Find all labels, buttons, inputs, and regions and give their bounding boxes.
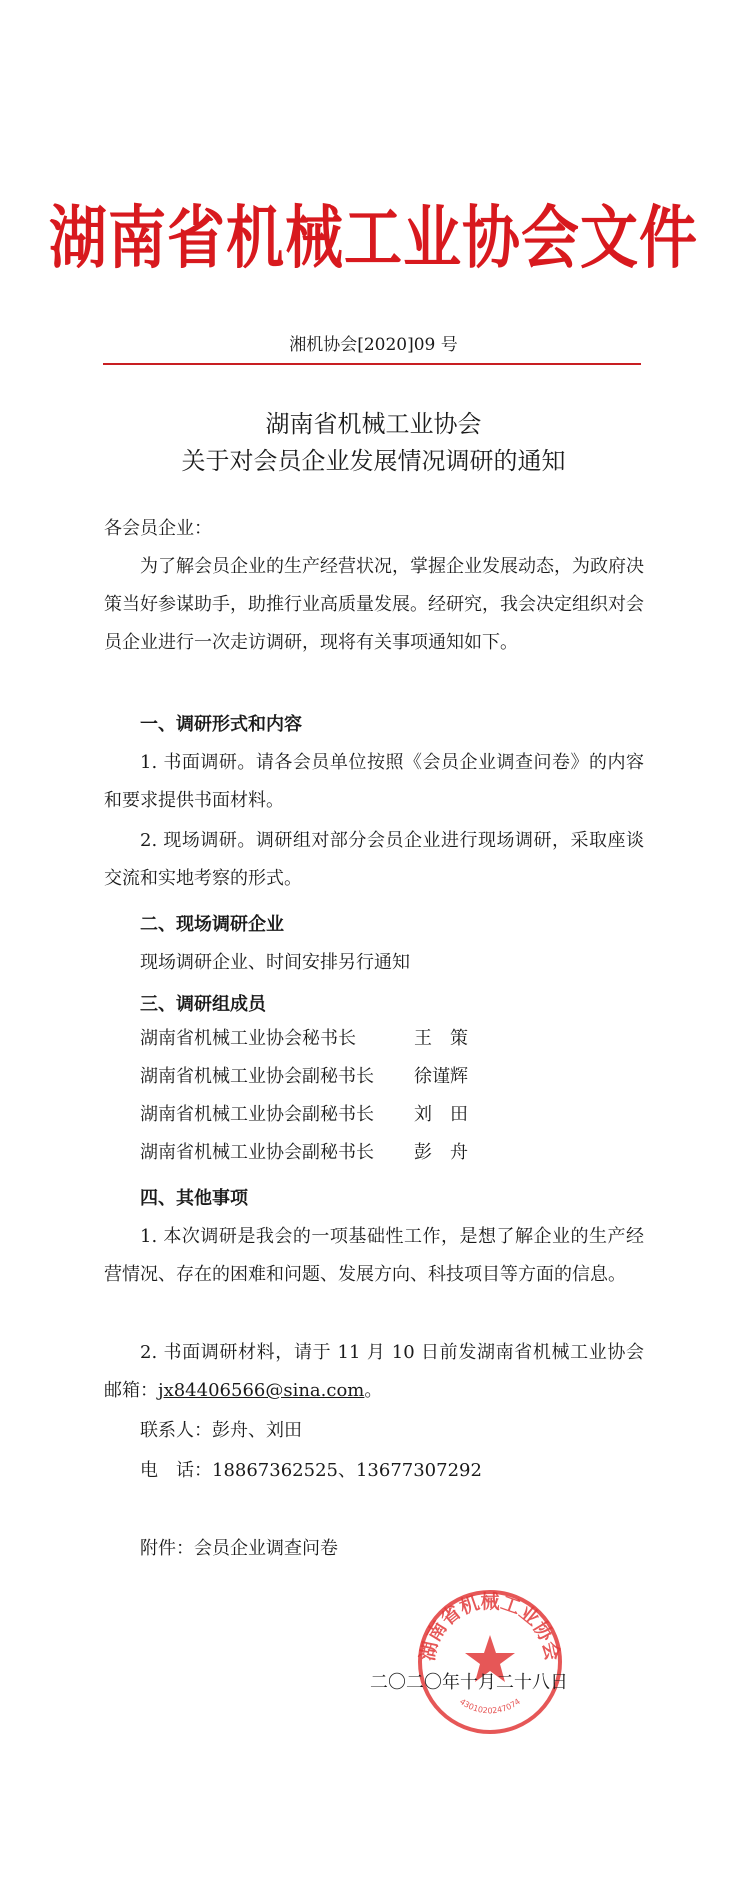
- section4-item1: 1. 本次调研是我会的一项基础性工作，是想了解企业的生产经营情况、存在的困难和问题、发展方向、科技项目等方面的信息。: [104, 1226, 644, 1285]
- notice-title-line1: 湖南省机械工业协会: [265, 410, 482, 438]
- notice-title-line2: 关于对会员企业发展情况调研的通知: [181, 447, 566, 475]
- email-link[interactable]: jx84406566@sina.com: [158, 1380, 365, 1401]
- section1-item1: 1. 书面调研。请各会员单位按照《会员企业调查问卷》的内容和要求提供书面材料。: [104, 752, 644, 811]
- issue-date: 二〇二〇年十月二十八日: [370, 1672, 568, 1693]
- member-row: [140, 1024, 468, 1050]
- member-row: [140, 1100, 468, 1126]
- section1-item2: 2. 现场调研。调研组对部分会员企业进行现场调研，采取座谈交流和实地考察的形式。: [104, 830, 644, 889]
- seal-name: 湖南省机械工业协会: [416, 1590, 564, 1663]
- member-role: 湖南省机械工业协会副秘书长: [140, 1142, 374, 1163]
- section4-item2: [104, 1334, 644, 1410]
- red-divider: [103, 363, 641, 365]
- intro-paragraph: 为了解会员企业的生产经营状况，掌握企业发展动态，为政府决策当好参谋助手，助推行业高质量发展。经研究，我会决定组织对会员企业进行一次走访调研，现将有关事项通知如下。: [104, 556, 644, 653]
- member-name: 王 策: [414, 1028, 468, 1049]
- section4-heading: 四、其他事项: [140, 1188, 248, 1209]
- section2-heading: 二、现场调研企业: [140, 914, 284, 935]
- member-name: 徐谨辉: [414, 1066, 468, 1087]
- attachment-note: 附件：会员企业调查问卷: [140, 1538, 338, 1559]
- document-header-title: 湖南省机械工业协会文件: [48, 197, 698, 279]
- item2-suffix: 。: [364, 1380, 383, 1401]
- member-role: 湖南省机械工业协会副秘书长: [140, 1104, 374, 1125]
- seal-code: 4301020247074: [458, 1697, 522, 1716]
- section1-heading: 一、调研形式和内容: [140, 714, 302, 735]
- item2-text: 2. 书面调研材料，请于 11 月 10 日前发湖南省机械工业协会邮箱：: [104, 1342, 644, 1401]
- member-role: 湖南省机械工业协会副秘书长: [140, 1066, 374, 1087]
- member-role: 湖南省机械工业协会秘书长: [140, 1028, 356, 1049]
- salutation: 各会员企业：: [104, 518, 212, 539]
- contact-phone: 电 话：18867362525、13677307292: [140, 1460, 482, 1481]
- member-name: 彭 舟: [414, 1142, 468, 1163]
- member-row: [140, 1138, 468, 1164]
- member-row: [140, 1062, 468, 1088]
- document-number: 湘机协会[2020]09 号: [289, 335, 458, 355]
- contact-person: 联系人：彭舟、刘田: [140, 1420, 302, 1441]
- section3-heading: 三、调研组成员: [140, 994, 266, 1015]
- svg-text:4301020247074: [458, 1697, 522, 1715]
- member-name: 刘 田: [414, 1104, 468, 1125]
- official-seal: [415, 1587, 565, 1737]
- section2-text: 现场调研企业、时间安排另行通知: [140, 952, 410, 973]
